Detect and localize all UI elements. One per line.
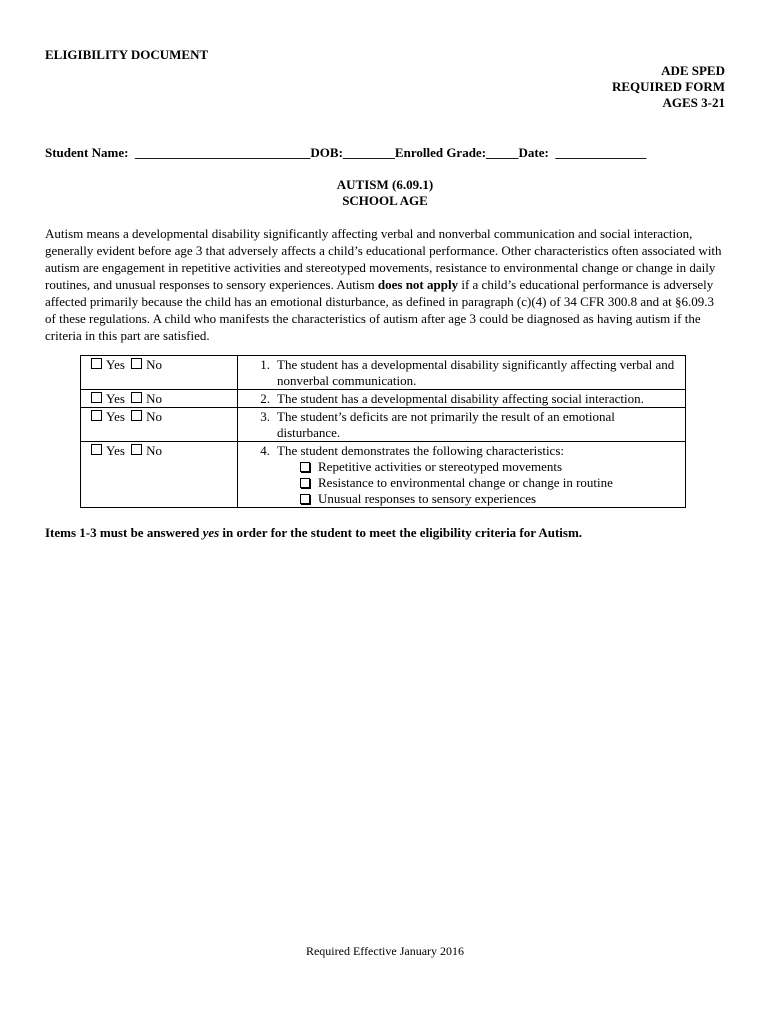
no-label: No xyxy=(146,391,163,406)
student-info-line[interactable]: Student Name: ___________________________DOB:________Enrolled Grade:_____Date: ______________ xyxy=(45,145,647,160)
note-text-1: Items 1-3 must be answered xyxy=(45,525,203,540)
section-title: AUTISM (6.09.1) xyxy=(336,177,434,192)
no-checkbox[interactable] xyxy=(131,392,142,403)
form-designation xyxy=(612,63,725,111)
criterion-cell xyxy=(238,356,686,390)
criterion-text: The student’s deficits are not primarily the result of an emotional disturbance. xyxy=(277,409,615,440)
yes-label: Yes xyxy=(106,391,125,406)
yes-no-cell xyxy=(81,442,238,508)
criteria-row xyxy=(81,442,686,508)
yes-checkbox[interactable] xyxy=(91,392,102,403)
criterion-cell xyxy=(238,408,686,442)
no-label: No xyxy=(146,443,163,458)
characteristic-item xyxy=(300,491,679,507)
characteristics-list xyxy=(300,459,679,507)
characteristic-checkbox[interactable] xyxy=(300,478,310,488)
characteristic-label: Unusual responses to sensory experiences xyxy=(318,491,537,506)
note-text-2: in order for the student to meet the eligibility criteria for Autism. xyxy=(219,525,583,540)
criteria-row xyxy=(81,390,686,408)
section-subtitle: SCHOOL AGE xyxy=(342,193,428,208)
criteria-row xyxy=(81,356,686,390)
criterion-cell xyxy=(238,390,686,408)
characteristic-item xyxy=(300,475,679,491)
yes-label: Yes xyxy=(106,409,125,424)
yes-checkbox[interactable] xyxy=(91,444,102,455)
criterion-cell xyxy=(238,442,686,508)
characteristic-label: Repetitive activities or stereotyped movements xyxy=(318,459,563,474)
characteristic-item xyxy=(300,459,679,475)
form-line-ages: AGES 3-21 xyxy=(662,95,725,110)
criterion-number: 1. xyxy=(260,357,270,372)
criterion-number: 3. xyxy=(260,409,270,424)
form-line-required: REQUIRED FORM xyxy=(611,79,725,94)
no-checkbox[interactable] xyxy=(131,358,142,369)
yes-label: Yes xyxy=(106,357,125,372)
no-label: No xyxy=(146,409,163,424)
characteristic-checkbox[interactable] xyxy=(300,494,310,504)
definition-text-2: if a child’s educational performance is adversely affected primarily because the child has an emotional disturbance, as defined in paragraph (c)(4) of 34 CFR 300.8 and at §6.09.3 of these regulations. A child who manifests the characteristics of autism after age 3 could be diagnosed as having autism if the criteria in this part are satisfied. xyxy=(45,277,715,343)
characteristic-label: Resistance to environmental change or change in routine xyxy=(318,475,613,490)
no-checkbox[interactable] xyxy=(131,444,142,455)
criterion-number: 4. xyxy=(260,443,270,458)
yes-checkbox[interactable] xyxy=(91,358,102,369)
criterion-text: The student has a developmental disability affecting social interaction. xyxy=(277,391,644,406)
document-title: ELIGIBILITY DOCUMENT xyxy=(45,47,209,62)
definition-emphasis: does not apply xyxy=(377,277,459,292)
no-checkbox[interactable] xyxy=(131,410,142,421)
yes-no-cell xyxy=(81,408,238,442)
characteristic-checkbox[interactable] xyxy=(300,462,310,472)
note-emphasis: yes xyxy=(202,525,220,540)
page-footer: Required Effective January 2016 xyxy=(305,944,465,958)
definition-text-1: Autism means a developmental disability significantly affecting verbal and nonverbal communication and social interaction, generally evident before age 3 that adversely affects a child’s educational performance. Other characteristics often associated with autism are engagement in repetitive activities and stereotyped movements, resistance to environmental change or change in daily routines, and unusual responses to sensory experiences. Autism xyxy=(45,226,722,292)
form-line-agency: ADE SPED xyxy=(661,63,725,78)
autism-definition xyxy=(45,225,725,344)
no-label: No xyxy=(146,357,163,372)
criterion-text: The student demonstrates the following characteristics: xyxy=(277,443,564,458)
yes-checkbox[interactable] xyxy=(91,410,102,421)
criteria-row xyxy=(81,408,686,442)
eligibility-note xyxy=(45,525,582,541)
yes-no-cell xyxy=(81,356,238,390)
criterion-number: 2. xyxy=(260,391,270,406)
yes-no-cell xyxy=(81,390,238,408)
section-heading xyxy=(0,177,770,209)
yes-label: Yes xyxy=(106,443,125,458)
criteria-table xyxy=(80,355,686,508)
criterion-text: The student has a developmental disability significantly affecting verbal and nonverbal communication. xyxy=(277,357,675,388)
